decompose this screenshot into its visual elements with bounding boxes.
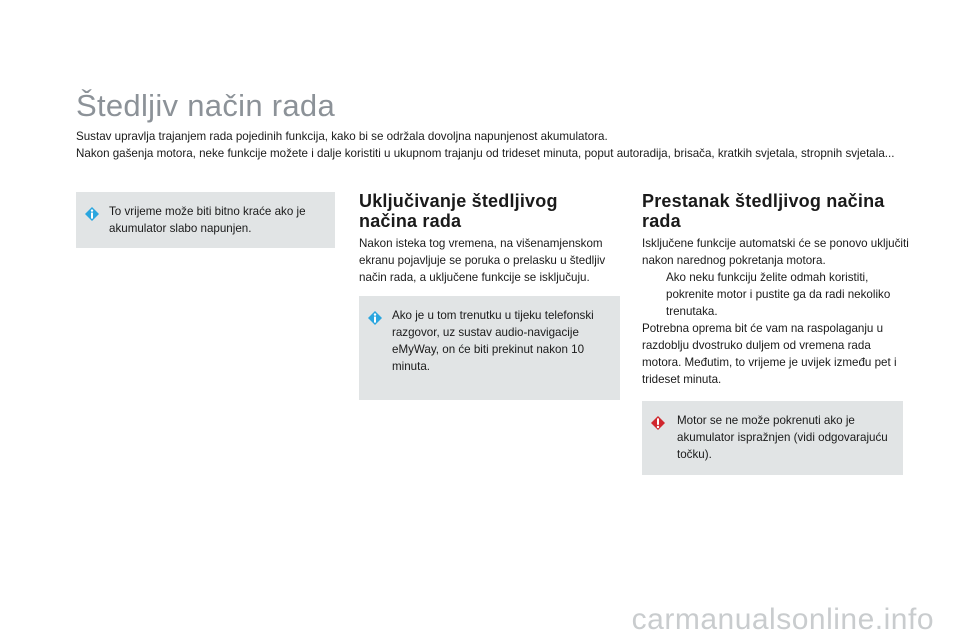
intro-paragraph-1: Sustav upravlja trajanjem rada pojedinih funkcija, kako bi se održala dovoljna napunjenost akumulatora. — [76, 130, 608, 143]
page-title: Štedljiv način rada — [76, 88, 336, 123]
info-box-phone — [359, 296, 620, 400]
bullet-text: Ako neku funkciju želite odmah koristiti, pokrenite motor i pustite ga da radi nekoliko trenutaka. — [666, 271, 891, 318]
intro-paragraph-2: Nakon gašenja motora, neke funkcije možete i dalje koristiti u ukupnom trajanju od trideset minuta, poput autoradija, brisača, kratkih svjetala, stropnih svjetala... — [76, 147, 895, 160]
warning-box — [642, 401, 903, 475]
intro-text — [76, 128, 926, 162]
warning-box-text: Motor se ne može pokrenuti ako je akumulator ispražnjen (vidi odgovarajuću točku). — [677, 414, 888, 461]
info-box-text: Ako je u tom trenutku u tijeku telefonski razgovor, uz sustav audio-navigacije eMyWay, on će biti prekinut nakon 10 minuta. — [392, 309, 594, 373]
list-item — [642, 269, 912, 320]
activation-paragraph: Nakon isteka tog vremena, na višenamjenskom ekranu pojavljuje se poruka o prelasku u štedljiv način rada, a uključene funkcije se isključuju. — [359, 237, 606, 284]
info-icon — [367, 310, 383, 326]
section-heading-activation: Uključivanje štedljivog načina rada — [359, 191, 558, 231]
warning-icon — [650, 415, 666, 431]
exit-paragraph: Isključene funkcije automatski će se ponovo uključiti nakon narednog pokretanja motora. — [642, 237, 909, 267]
section-body-exit — [642, 235, 912, 388]
info-box-battery — [76, 192, 335, 248]
info-icon — [84, 206, 100, 222]
bullet-mark — [642, 269, 666, 320]
info-box-text: To vrijeme može biti bitno kraće ako je akumulator slabo napunjen. — [109, 205, 306, 235]
section-body-activation — [359, 235, 629, 286]
watermark: carmanualsonline.info — [631, 603, 934, 636]
section-heading-exit: Prestanak štedljivog načina rada — [642, 191, 885, 231]
exit-paragraph-2: Potrebna oprema bit će vam na raspolaganju u razdoblju dvostruko duljem od vremena rada motora. Međutim, to vrijeme je uvijek između pet i trideset minuta. — [642, 322, 897, 386]
